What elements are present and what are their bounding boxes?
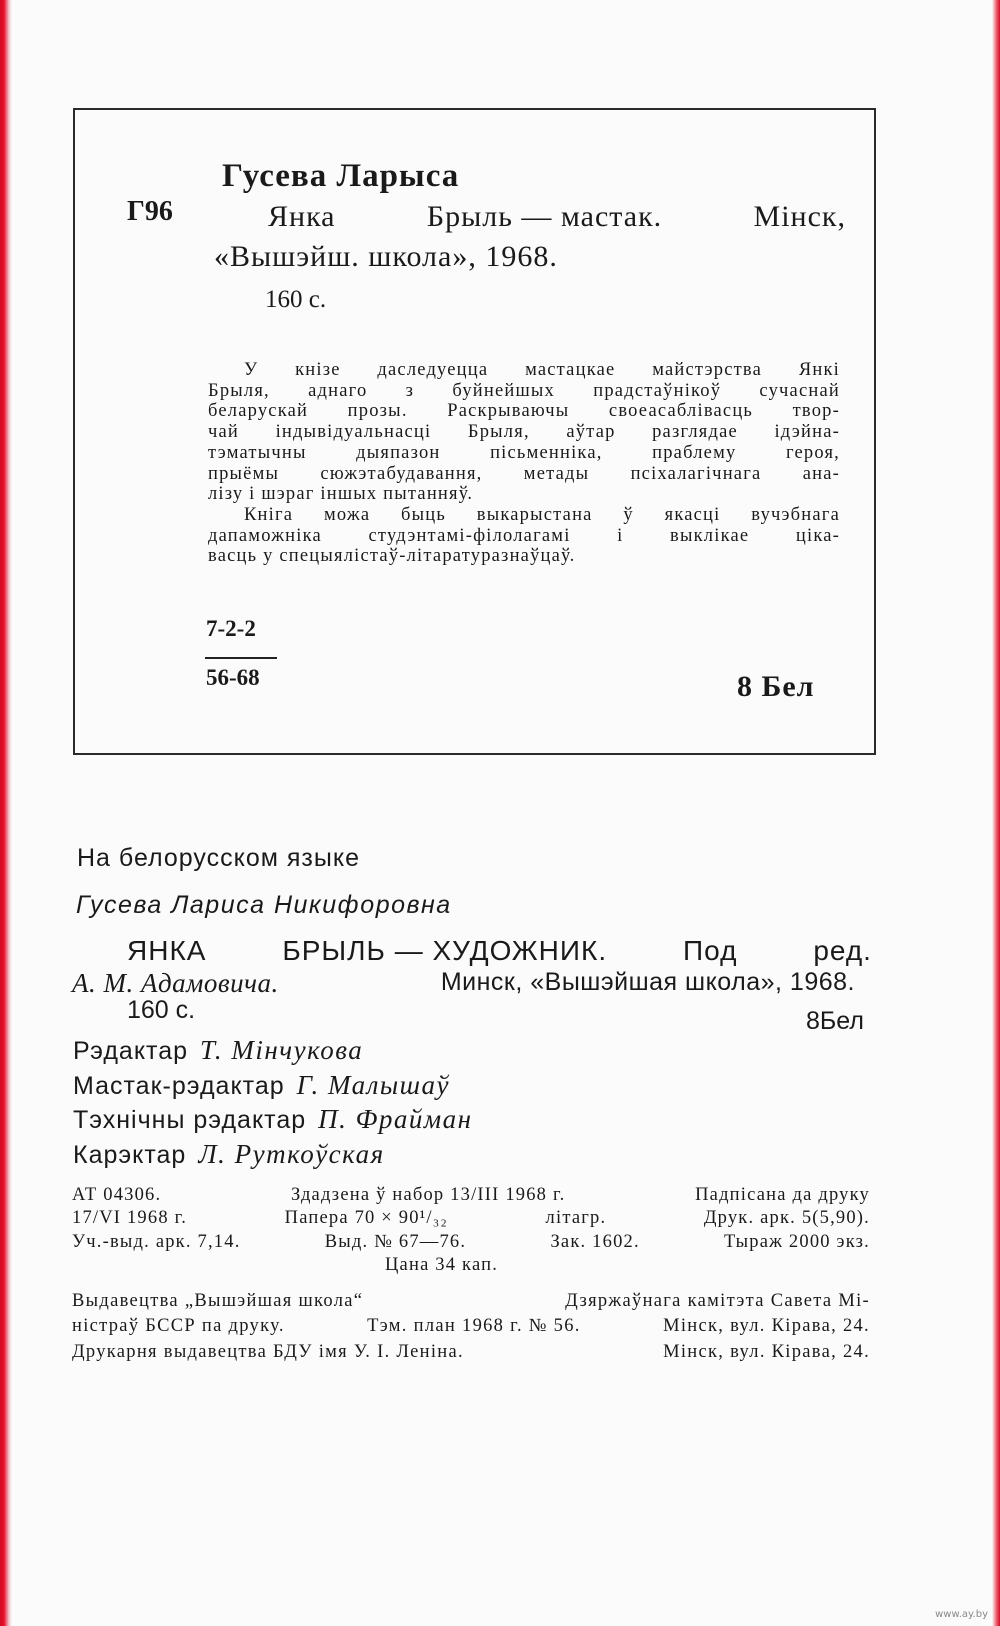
tech-line-1 [72, 1185, 870, 1206]
publisher-field: Тэм. план 1968 г. № 56. [367, 1316, 581, 1336]
tech-field: Тыраж 2000 экз. [724, 1232, 870, 1252]
credit-name: Г. Малышаў [296, 1070, 451, 1100]
title-ru-word: БРЫЛЬ — ХУДОЖНИК. [282, 935, 608, 966]
card-title-line1 [268, 200, 846, 234]
card-annotation [208, 360, 840, 567]
publisher-field: ністраў БССР па друку. [72, 1316, 285, 1336]
card-author: Гусева Ларыса [222, 158, 460, 194]
credit-role: Тэхнічны рэдактар [73, 1106, 307, 1134]
annotation-line: беларускай прозы. Раскрываючы своеасаблівасць твор- [208, 401, 840, 422]
credit-name: Л. Руткоўская [198, 1139, 385, 1169]
scan-edge-right [992, 0, 1000, 1626]
printer-field: Мінск, вул. Кірава, 24. [663, 1342, 870, 1362]
title-word: Янка [268, 200, 336, 233]
publisher-field: Мінск, вул. Кірава, 24. [663, 1316, 870, 1336]
card-pages: 160 с. [265, 286, 327, 313]
tech-line-2 [72, 1208, 870, 1229]
card-price: 8 Бел [737, 670, 815, 703]
tech-field: Папера 70 × 90¹/₃₂ [284, 1208, 449, 1228]
publisher-line-1 [72, 1291, 870, 1312]
pages-russian: 160 с. [127, 996, 196, 1024]
title-russian-line1 [127, 935, 872, 967]
printer-field: Друкарня выдавецтва БДУ імя У. І. Леніна. [72, 1342, 464, 1362]
credit-name: П. Фрайман [318, 1104, 473, 1134]
card-index-bottom: 56-68 [206, 665, 260, 690]
tech-field: Уч.-выд. арк. 7,14. [72, 1232, 241, 1252]
printer-line [72, 1342, 870, 1363]
card-code: Г96 [127, 196, 173, 227]
tech-field: АТ 04306. [72, 1185, 162, 1205]
tech-field: Зак. 1602. [550, 1232, 640, 1252]
tech-field: Друк. арк. 5(5,90). [703, 1208, 870, 1228]
publisher-line-2 [72, 1316, 870, 1337]
credit-tech-editor [73, 1104, 473, 1135]
title-ru-word: ред. [813, 935, 872, 966]
publisher-info: Минск, «Вышэйшая школа», 1968. [440, 968, 855, 996]
tech-field: Падпісана да друку [695, 1185, 870, 1205]
publisher-field: Дзяржаўнага камітэта Савета Мі- [565, 1291, 870, 1311]
credit-art-editor [73, 1070, 450, 1101]
tech-line-3 [72, 1232, 870, 1253]
annotation-line: чай індывідуальнасці Брыля, аўтар разглядае ідэйна- [208, 422, 840, 443]
title-ru-word: Под [683, 935, 738, 966]
language-note: На белорусском языке [77, 844, 360, 872]
annotation-line: васць у спецыялістаў-літаратуразнаўцаў. [208, 546, 576, 567]
author-russian: Гусева Лариса Никифоровна [76, 891, 452, 919]
tech-field: 17/VI 1968 г. [72, 1208, 188, 1228]
credit-role: Карэктар [73, 1141, 187, 1169]
annotation-line: лізу і шэраг іншых пытанняў. [208, 484, 474, 505]
title-russian-line2 [72, 968, 855, 999]
tech-line-4: Цана 34 кап. [385, 1255, 499, 1275]
watermark: www.ay.by [935, 1609, 988, 1620]
credit-name: Т. Мінчукова [200, 1035, 364, 1065]
index-divider [205, 657, 277, 659]
annotation-line: У кнізе даследуецца мастацкае майстэрства Янкі [244, 360, 840, 380]
card-index-top: 7-2-2 [206, 616, 256, 641]
title-ru-word: ЯНКА [127, 935, 207, 966]
publisher-field: Выдавецтва „Вышэйшая школа“ [72, 1291, 364, 1311]
credit-role: Рэдактар [73, 1037, 189, 1065]
annotation-line: дапаможніка студэнтамі-філолагамі і выклікае ціка- [208, 525, 840, 546]
credit-proofreader [73, 1139, 385, 1170]
tech-field: літагр. [545, 1208, 607, 1228]
annotation-line: Брыля, аднаго з буйнейшых прадстаўнікоў сучаснай [208, 380, 840, 401]
tech-field: Выд. № 67—76. [324, 1232, 467, 1252]
annotation-line: Кніга можа быць выкарыстана ў якасці вучэбнага [244, 504, 840, 525]
scan-edge-left [0, 0, 12, 1626]
credit-editor [73, 1035, 363, 1066]
price-russian: 8Бел [806, 1007, 864, 1035]
title-word: Мінск, [753, 200, 846, 233]
title-word: Брыль — мастак. [426, 200, 663, 233]
editor-name: А. М. Адамовича. [72, 968, 279, 998]
annotation-line: прыёмы сюжэтабудавання, метады псіхалагічнага ана- [208, 463, 840, 484]
annotation-line: тэматычны дыяпазон пісьменніка, праблему героя, [208, 442, 840, 463]
card-title-line2: «Вышэйш. школа», 1968. [214, 240, 558, 273]
credit-role: Мастак-рэдактар [73, 1072, 285, 1100]
tech-field: Здадзена ў набор 13/III 1968 г. [290, 1185, 566, 1205]
